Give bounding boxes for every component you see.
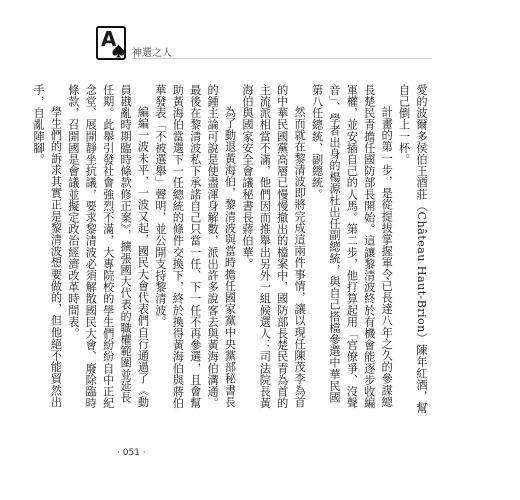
page-number-dash-right: ·	[139, 448, 146, 458]
header-divider	[132, 58, 432, 59]
paragraph: 然而就在黎清波即將完成這兩件事情，讓以現任陳茂李為首的中華民國黨高層已慢慢撤出的檔案中，國防部長楚民青為首的主流派相當不滿，他們因而推舉出另外一組候選人：司法院長黃海伯與國家安全會議秘書長蔣伯華。	[240, 84, 307, 409]
ace-of-spades-badge	[96, 26, 126, 60]
page-header	[96, 24, 436, 64]
body-text	[32, 84, 430, 414]
page-number-dash-left: ·	[117, 448, 123, 458]
page-number	[117, 448, 146, 458]
spade-icon	[112, 44, 125, 58]
chapter-title: 神選之人	[132, 48, 172, 59]
paragraph: 學生們的訴求其實正是黎清波想要做的，但他絕不能貿然出手，自亂陣腳。	[32, 84, 63, 408]
paragraph: 愛的波爾多侯伯王酒莊（Château Haut-Brion）陳年紅酒，幫自己倒上一杯。	[397, 84, 428, 414]
paragraph: 為了動退黃海伯，黎清波與當時擔任國家黨中央黨部秘書長的鍾主論可說是使盡渾身解數，派出許多說客去與黃海伯溝通。最後在黎清波私下承諾自己只當一任、下一任不再參選，且會幫助黃海伯當選下一任總統的條件交換下，終於換得黃海伯與蔣伯華發表「不被選舉」聲明，並公開支持黎清波。	[153, 84, 237, 409]
paragraph: 編編一波未平，一波又起，國民大會代表們自行通過了《動員戡亂時期臨時條款修正案》，擴張國大代表的職權範圍並延長任期。此舉引發社會強烈不滿，大專院校的學生們紛紛自中正紀念堂、展開靜坐抗議，要求黎清波必須解散國民大會、廢除臨時條款，召開國是會議並擬定政治經濟改革時間表。	[66, 84, 150, 409]
ace-letter: A	[101, 27, 117, 51]
page-number-value: 051	[122, 448, 140, 458]
paragraph: 計畫的第一步，是從提拔掌握軍令已長達八年之久的參謀總長楚民青擔任國防部長開始。這讓黎清波終於有機會能逐步收編軍權，並安插自己的人馬。第二步，他打算起用「官僚爭、沒聲音」、學者出身的楊源杜出任副總統，與自己搭檔參選中華民國第八任總統、副總統。	[310, 84, 394, 409]
